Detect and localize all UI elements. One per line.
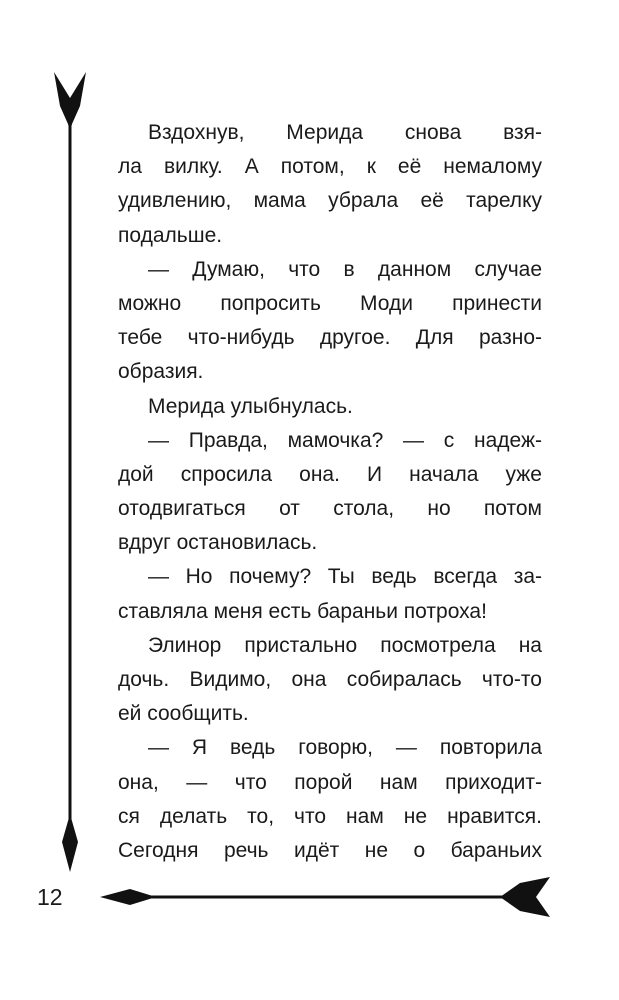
- text-line: удивлению, мама убрала её тарелку: [118, 189, 542, 213]
- text-line: Мерида улыбнулась.: [148, 394, 353, 418]
- text-line: Вздохнув, Мерида снова взя-: [148, 121, 542, 144]
- vertical-arrow-ornament-icon: [50, 72, 90, 872]
- text-line: — Я ведь говорю, — повторила: [148, 736, 542, 760]
- text-line: Сегодня речь идёт не о бараньих: [118, 838, 542, 862]
- text-line: можно попросить Моди принести: [118, 291, 542, 315]
- text-line: ей сообщить.: [118, 702, 249, 726]
- text-line: ся делать то, что нам не нравится.: [118, 804, 542, 828]
- text-line: Элинор пристально посмотрела на: [148, 633, 542, 657]
- text-line: — Думаю, что в данном случае: [148, 257, 542, 281]
- page-number: 12: [37, 884, 63, 910]
- story-text: [118, 116, 542, 868]
- text-line: отодвигаться от стола, но потом: [118, 497, 542, 521]
- text-line: подальше.: [118, 223, 223, 247]
- text-line: ставляла меня есть бараньи потроха!: [118, 599, 487, 623]
- text-line: — Правда, мамочка? — с надеж-: [148, 428, 542, 452]
- text-line: ла вилку. А потом, к её немалому: [118, 155, 542, 179]
- horizontal-arrow-ornament-icon: [100, 875, 550, 919]
- text-line: вдруг остановилась.: [118, 531, 318, 555]
- text-line: дочь. Видимо, она собиралась что-то: [118, 668, 542, 691]
- text-line: тебе что-нибудь другое. Для разно-: [118, 326, 542, 350]
- text-line: дой спросила она. И начала уже: [118, 462, 542, 486]
- text-line: — Но почему? Ты ведь всегда за-: [148, 565, 542, 589]
- text-line: она, — что порой нам приходит-: [118, 770, 542, 794]
- text-line: образия.: [118, 360, 204, 384]
